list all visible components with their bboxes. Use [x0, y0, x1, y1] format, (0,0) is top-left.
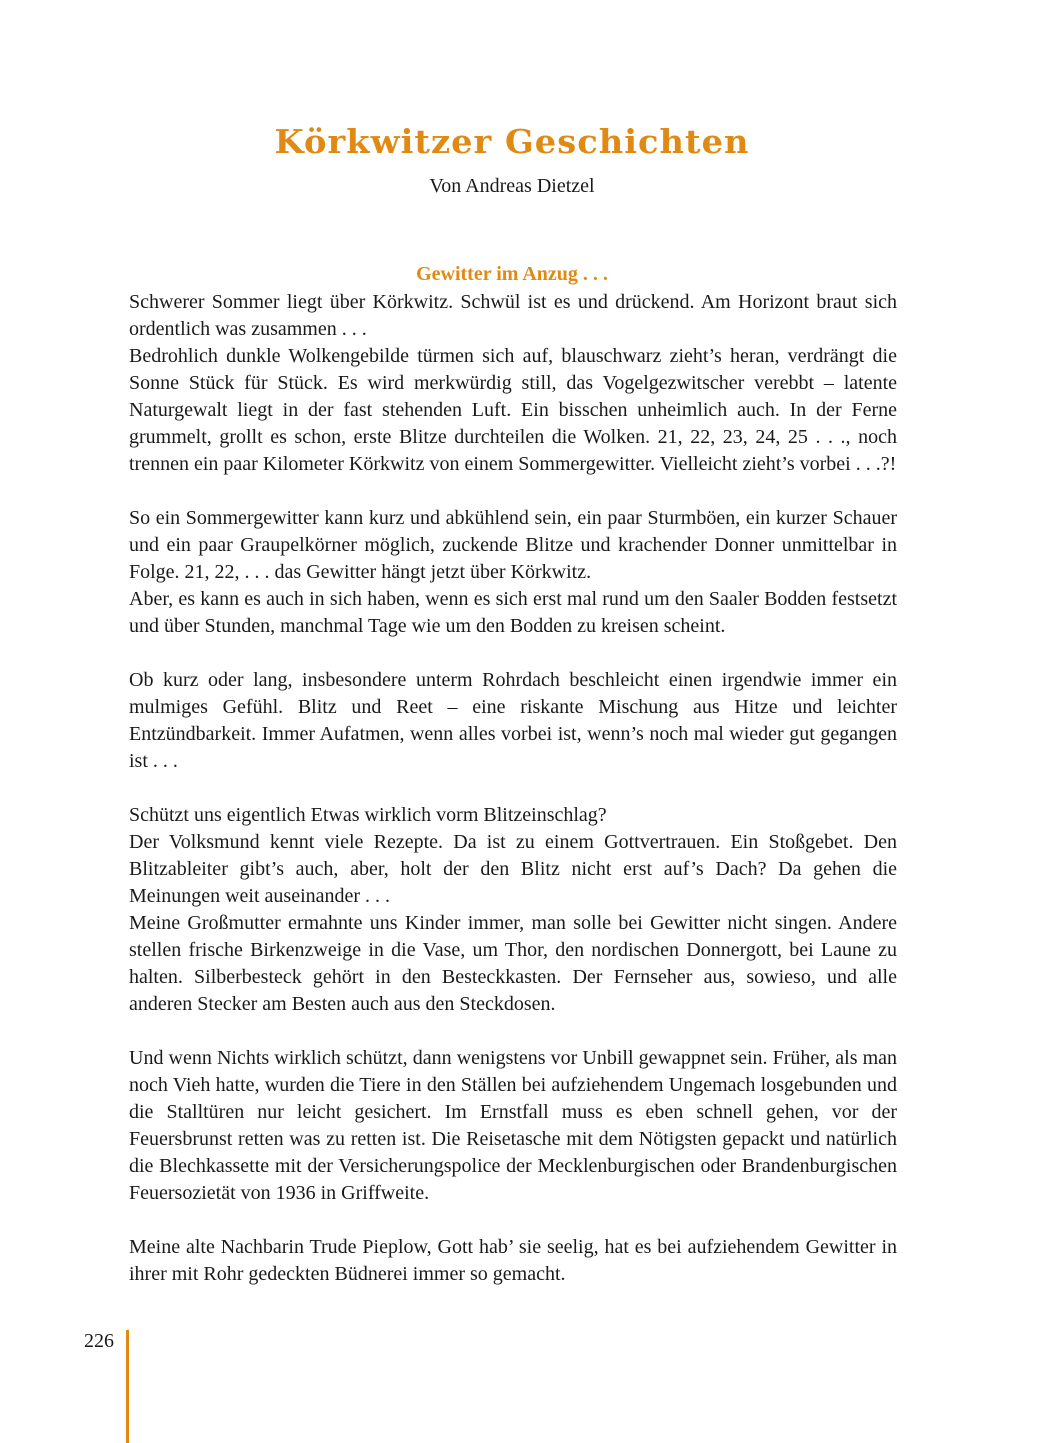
section-heading: Gewitter im Anzug . . . [416, 263, 608, 285]
paragraph-5: Ob kurz oder lang, insbesondere unterm Rohrdach beschleicht einen irgendwie immer ein mulmiges Gefühl. Blitz und Reet – eine riskante Mischung aus Hitze und leichter Entzündbarkeit. Immer Aufatmen, wenn alles vorbei ist, wenn’s noch mal wieder gut gegangen ist . . . [129, 669, 897, 772]
paragraph-4: Aber, es kann es auch in sich haben, wenn es sich erst mal rund um den Saaler Bodden festsetzt und über Stunden, manchmal Tage wie um den Bodden zu kreisen scheint. [129, 588, 897, 637]
paragraph-9: Und wenn Nichts wirklich schützt, dann wenigstens vor Unbill gewappnet sein. Früher, als man noch Vieh hatte, wurden die Tiere in den Ställen bei aufziehendem Ungemach losgebunden und die Stalltüren nur leicht gesichert. Im Ernstfall muss es eben schnell gehen, vor der Feuersbrunst retten was zu retten ist. Die Reisetasche mit dem Nötigsten gepackt und natürlich die Blechkassette mit der Versicherungspolice der Mecklenburgischen oder Brandenburgischen Feuersozietät von 1936 in Griffweite. [129, 1047, 897, 1204]
paragraph-2: Bedrohlich dunkle Wolkengebilde türmen sich auf, blauschwarz zieht’s heran, verdrängt die Sonne Stück für Stück. Es wird merkwürdig still, das Vogelgezwitscher verebbt – latente Naturgewalt liegt in der fast stehenden Luft. Ein bisschen unheimlich auch. In der Ferne grummelt, grollt es schon, erste Blitze durchteilen die Wolken. 21, 22, 23, 24, 25 . . ., noch trennen ein paar Kilometer Körkwitz von einem Sommergewitter. Vielleicht zieht’s vorbei . . .?! [129, 345, 897, 475]
paragraph-3: So ein Sommergewitter kann kurz und abkühlend sein, ein paar Sturmböen, ein kurzer Schauer und ein paar Graupelkörner möglich, zuckende Blitze und krachender Donner unmittelbar in Folge. 21, 22, . . . das Gewitter hängt jetzt über Körkwitz. [129, 507, 897, 583]
paragraph-8: Meine Großmutter ermahnte uns Kinder immer, man solle bei Gewitter nicht singen. Andere stellen frische Birkenzweige in die Vase, um Thor, den nordischen Donnergott, bei Laune zu halten. Silberbesteck gehört in den Besteckkasten. Der Fernseher aus, sowieso, und alle anderen Stecker am Besten auch aus den Steckdosen. [129, 912, 897, 1015]
page-margin-rule [126, 1330, 129, 1443]
paragraph-10: Meine alte Nachbarin Trude Pieplow, Gott hab’ sie seelig, hat es bei aufziehendem Gewitter in ihrer mit Rohr gedeckten Büdnerei immer so gemacht. [129, 1236, 897, 1285]
article-body [129, 289, 897, 1288]
paragraph-6: Schützt uns eigentlich Etwas wirklich vorm Blitzeinschlag? [129, 804, 607, 826]
page-title: Körkwitzer Geschichten [274, 122, 750, 161]
paragraph-7: Der Volksmund kennt viele Rezepte. Da ist zu einem Gottvertrauen. Ein Stoßgebet. Den Blitzableiter gibt’s auch, aber, holt der den Blitz nicht erst auf’s Dach? Da gehen die Meinungen weit auseinander . . . [129, 831, 897, 907]
author-byline: Von Andreas Dietzel [429, 175, 595, 197]
paragraph-1: Schwerer Sommer liegt über Körkwitz. Schwül ist es und drückend. Am Horizont braut sich ordentlich was zusammen . . . [129, 291, 897, 340]
page-number: 226 [84, 1330, 114, 1352]
